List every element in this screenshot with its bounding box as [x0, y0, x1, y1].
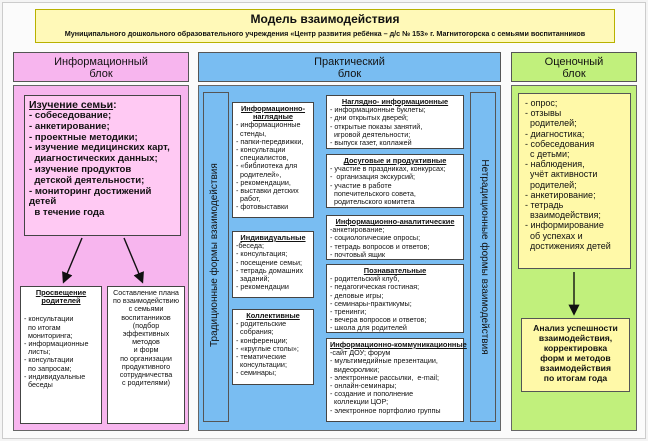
- study-item: - мониторинг достижений детей: [29, 185, 152, 208]
- box-item: -беседа;: [236, 241, 265, 251]
- box-title: Информационно-аналитические: [335, 217, 455, 226]
- box-item: - онлайн-семинары;: [330, 381, 397, 391]
- eval-header-line: блок: [562, 68, 586, 80]
- plan-line: по организации: [120, 353, 172, 363]
- box-item: - тематические: [236, 352, 287, 362]
- eval-item: - наблюдения,: [525, 159, 585, 170]
- box-item: - информационные: [236, 120, 301, 130]
- box-item: стенды,: [236, 128, 267, 138]
- eval-item: - информирование: [525, 220, 604, 231]
- box-item: - почтовый ящик: [330, 249, 386, 259]
- box-item: - организация экскурсий;: [330, 172, 415, 182]
- eval-header-line: Оценочный: [544, 56, 604, 68]
- plan-line: с родителями): [121, 378, 171, 388]
- diagram-title: Модель взаимодействия: [250, 12, 400, 26]
- study-item: - собеседование;: [29, 110, 112, 121]
- info-header-line: блок: [89, 68, 113, 80]
- family-study-title: Изучение семьи:: [29, 99, 117, 111]
- study-item: в течение года: [29, 207, 105, 219]
- eval-item: учёт активности: [525, 169, 598, 180]
- box-item: - семинары;: [236, 368, 277, 378]
- box-item: специалистов,: [236, 153, 289, 163]
- eval-item: родителей;: [525, 179, 577, 190]
- practical-header-line: блок: [337, 68, 362, 80]
- eval-item: - отзывы: [525, 108, 562, 119]
- box-item: -анкетирование;: [330, 225, 385, 235]
- eval-item: - анкетирование;: [525, 189, 596, 200]
- box-item: - создание и пополнение: [330, 389, 414, 399]
- box-title: наглядные: [252, 112, 294, 122]
- box-item: игровой деятельности;: [330, 129, 411, 139]
- study-item: - проектные методики;: [29, 131, 138, 143]
- eval-item: взаимодействия;: [525, 210, 601, 221]
- practical-header-line: Практический: [314, 56, 385, 68]
- study-item: - анкетирование;: [29, 120, 110, 132]
- nontraditional-forms-label: Нетрадиционные формы взаимодействия: [479, 159, 490, 355]
- enlightenment-item: - информационные: [24, 339, 89, 349]
- diagram-subtitle: Муниципального дошкольного образовательного учреждения «Центр развития ребёнка – д/с № 153» г. Магнитогорска с семьями воспитанников: [64, 29, 586, 38]
- box-title: Познавательные: [363, 266, 427, 275]
- plan-line: эффективных: [122, 329, 170, 339]
- plan-line: и форм: [133, 345, 159, 355]
- eval-item: родителей;: [525, 118, 577, 129]
- result-line: корректировка: [543, 343, 608, 353]
- box-item: - социологические опросы;: [330, 233, 421, 243]
- box-item: - родительский клуб,: [330, 274, 400, 284]
- eval-item: - диагностика;: [525, 128, 585, 139]
- box-item: - тренинги;: [330, 307, 367, 317]
- plan-line: с семьями: [128, 304, 164, 314]
- box-item: попечительского совета,: [330, 188, 416, 198]
- box-item: - фотовыставки: [236, 202, 289, 212]
- result-line: по итогам года: [543, 373, 608, 383]
- box-item: - информационные буклеты;: [330, 105, 426, 115]
- box-item: - вечера вопросов и ответов;: [330, 315, 427, 325]
- box-item: - «библиотека для: [236, 161, 298, 171]
- box-item: - электронные рассылки, e-mail;: [330, 372, 439, 382]
- box-item: - посещение семьи;: [236, 257, 302, 267]
- enlightenment-title: родителей: [41, 296, 81, 306]
- study-item: - изучение продуктов: [29, 163, 132, 175]
- box-item: собрания;: [236, 327, 274, 337]
- enlightenment-item: по запросам;: [24, 363, 72, 373]
- box-item: - участие в работе: [330, 180, 392, 190]
- enlightenment-item: мониторинга;: [24, 330, 73, 340]
- box-item: заданий;: [236, 274, 270, 284]
- box-title: Индивидуальные: [240, 233, 306, 242]
- result-line: взаимодействия,: [538, 333, 613, 343]
- study-item: детской деятельности;: [29, 174, 145, 186]
- box-title: Наглядно- информационные: [341, 97, 449, 106]
- box-item: - школа для родителей: [330, 323, 407, 333]
- eval-item: - собеседования: [525, 138, 595, 149]
- result-line: взаимодействия: [540, 363, 611, 373]
- enlightenment-item: беседы: [24, 380, 53, 390]
- plan-line: Составление плана: [113, 288, 179, 297]
- arrow-to-enlightenment: [64, 238, 82, 281]
- plan-line: методов: [132, 337, 160, 347]
- enlightenment-item: листы;: [24, 347, 51, 357]
- plan-line: по взаимодействию: [112, 296, 180, 306]
- eval-item: с детьми;: [525, 149, 570, 160]
- box-item: - конференции;: [236, 335, 288, 345]
- box-item: - рекомендации,: [236, 177, 291, 187]
- box-item: видеоролики;: [330, 364, 380, 374]
- plan-line: (подбор: [132, 320, 160, 330]
- study-item: - изучение медицинских карт,: [29, 142, 170, 154]
- box-item: - папки-передвижки,: [236, 136, 304, 146]
- enlightenment-title: Просвещение: [35, 288, 87, 297]
- box-title: Досуговые и продуктивные: [343, 156, 447, 165]
- study-item: диагностических данных;: [29, 153, 158, 165]
- enlightenment-item: по итогам: [24, 322, 61, 332]
- box-item: -сайт ДОУ; форум: [330, 348, 391, 358]
- box-item: - консультации: [236, 145, 286, 155]
- box-item: - педагогическая гостиная;: [330, 282, 420, 292]
- box-item: - тетрадь домашних: [236, 265, 304, 275]
- box-item: - дни открытых дверей;: [330, 113, 408, 123]
- box-item: - мультимедийные презентации,: [330, 356, 438, 366]
- box-item: - рекомендации: [236, 282, 289, 292]
- box-item: - «круглые столы»;: [236, 343, 299, 353]
- box-item: коллекции ЦОР;: [330, 397, 389, 407]
- box-item: родительского комитета: [330, 197, 415, 207]
- box-item: - электронное портфолио группы: [330, 405, 441, 415]
- box-item: консультации;: [236, 360, 287, 370]
- traditional-forms-label: Традиционные формы взаимодействия: [209, 163, 220, 347]
- box-item: работ,: [236, 194, 261, 204]
- box-item: - деловые игры;: [330, 290, 384, 300]
- box-item: - родительские: [236, 319, 287, 329]
- box-item: - консультация;: [236, 249, 288, 259]
- box-item: родителей»,: [236, 169, 282, 179]
- box-title: Информационно-коммуникационные: [330, 340, 467, 349]
- info-header-line: Информационный: [54, 56, 148, 68]
- enlightenment-item: - индивидуальные: [24, 371, 86, 381]
- box-item: - тетрадь вопросов и ответов;: [330, 241, 430, 251]
- plan-line: продуктивного: [121, 361, 171, 371]
- box-title: Информационно-: [240, 104, 306, 113]
- box-title: Коллективные: [246, 311, 300, 320]
- enlightenment-item: - консультации: [24, 314, 74, 324]
- plan-line: воспитанников: [121, 312, 171, 322]
- box-item: - семинары-практикумы;: [330, 298, 412, 308]
- arrow-to-plan: [124, 238, 142, 281]
- eval-item: - тетрадь: [525, 200, 564, 211]
- box-item: - участие в праздниках, конкурсах;: [330, 164, 446, 174]
- box-item: - выставки детских: [236, 186, 299, 196]
- eval-item: об успехах и: [525, 230, 583, 241]
- eval-item: достижениях детей: [525, 240, 611, 251]
- box-item: - выпуск газет, коллажей: [330, 138, 412, 148]
- box-item: - открытые показы занятий,: [330, 121, 423, 131]
- eval-item: - опрос;: [525, 98, 558, 108]
- result-line: форм и методов: [540, 353, 611, 363]
- plan-line: сотрудничества: [119, 370, 173, 380]
- enlightenment-item: - консультации: [24, 355, 74, 365]
- result-line: Анализ успешности: [533, 323, 618, 333]
